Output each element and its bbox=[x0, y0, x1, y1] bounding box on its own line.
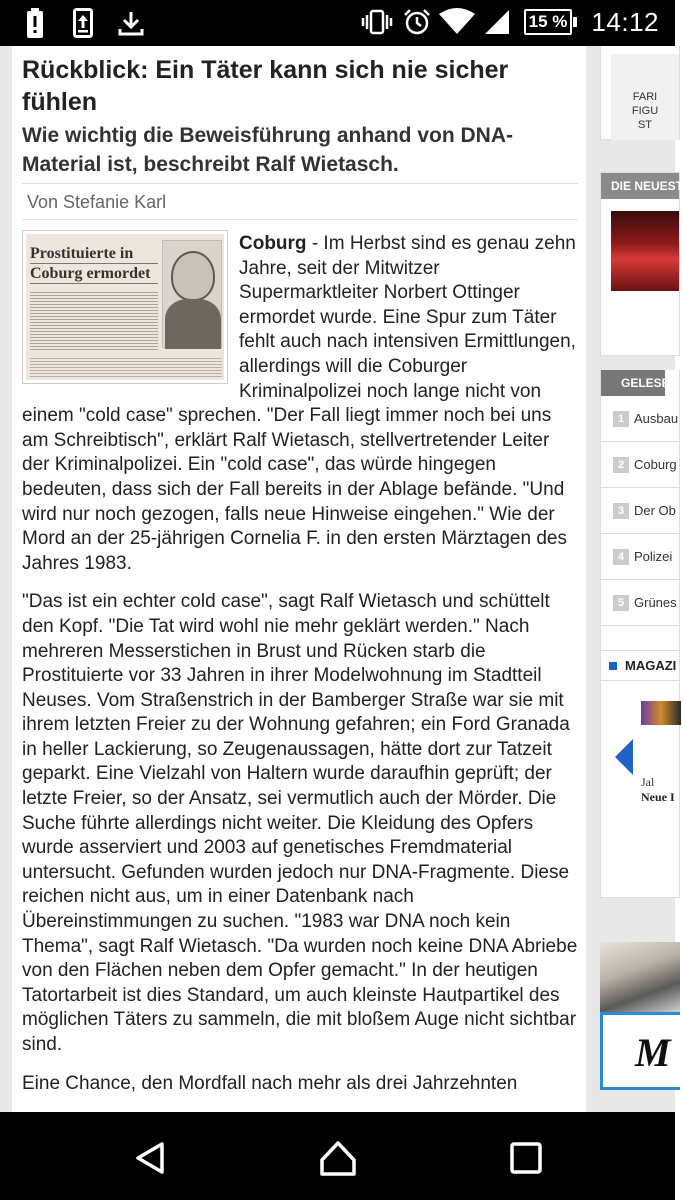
clipping-headline-line-1: Prostituierte in bbox=[30, 244, 158, 264]
magazin-header bbox=[601, 651, 679, 681]
ad-text-line-2: FIGU bbox=[631, 105, 659, 117]
ad-text-line-1: FARI bbox=[632, 91, 658, 103]
gelesen-item-number: 4 bbox=[613, 549, 629, 565]
gelesen-item-label: Ausbau bbox=[634, 411, 679, 426]
article-paragraph-2: "Das ist ein echter cold case", sagt Ralf Wietasch und schüttelt den Kopf. "Die Tat wird wohl nie mehr geklärt werden." Nach mehreren Messerstichen in Brust und Rücken starb die Prostituierte vor 33 Jahren in ihrer Modelwohnung im Stadtteil Neuses. Vom Straßenstrich in der Bamberger Straße war sie mit ihrem letzten Freier zu der Wohnung gefahren; ein Ford Granada in heller Lackierung, so Zeugenaussagen, hätte dort zur Tatzeit geparkt. Eine Vielzahl von Haltern wurde daraufhin geprüft; der letzte Freier, so der Ansatz, sei vermutlich auch der Mörder. Die Suche führte allerdings nicht weiter. Die Kleidung des Opfers wurde asserviert und 2003 auf genetisches Fremdmaterial untersucht. Gefunden wurden jedoch nur DNA-Fragmente. Diese reichen nicht aus, um in einer Datenbank nach Übereinstimmungen zu suchen. "1983 war DNA noch kein Thema", sagt Ralf Wietasch. "Da wurden noch keine DNA Abriebe von den Flächen neben dem Opfer gemacht." In der heutigen Tatortarbeit ist dies Standard, um auch kleinste Hautpartikel des möglichen Täters zu sammeln, die mit bloßem Auge nicht sichtbar sind. bbox=[22, 591, 578, 1055]
sidebar-neueste bbox=[600, 172, 683, 356]
gelesen-item-number: 2 bbox=[613, 457, 629, 473]
gelesen-item[interactable] bbox=[601, 488, 679, 534]
ad-text-line-3: ST bbox=[637, 119, 653, 131]
sidebar-bottom-teaser[interactable] bbox=[600, 942, 680, 1092]
clipping-text-block bbox=[30, 290, 158, 350]
signal-icon bbox=[484, 6, 510, 38]
upload-phone-icon bbox=[70, 7, 96, 39]
battery-tip bbox=[573, 17, 577, 27]
magazin-cover[interactable] bbox=[641, 701, 681, 841]
gelesen-item[interactable] bbox=[601, 534, 679, 580]
article-place: Coburg bbox=[239, 233, 307, 254]
gelesen-item[interactable] bbox=[601, 580, 679, 626]
sidebar-magazin bbox=[600, 650, 680, 898]
back-icon[interactable] bbox=[128, 1136, 172, 1180]
gelesen-item-number: 1 bbox=[613, 411, 629, 427]
magazin-carousel[interactable] bbox=[601, 681, 679, 881]
teaser-logo-letter: M bbox=[635, 1030, 671, 1075]
download-icon bbox=[118, 7, 144, 39]
gelesen-item-number: 3 bbox=[613, 503, 629, 519]
article-paragraph-3: Eine Chance, den Mordfall nach mehr als drei Jahrzehnten bbox=[22, 1072, 518, 1094]
navigation-bar bbox=[0, 1112, 675, 1200]
clipping-headline-line-2: Coburg ermordet bbox=[30, 264, 158, 284]
neueste-header: DIE NEUEST bbox=[601, 173, 679, 199]
magazin-cover-text-2: Neue I bbox=[641, 790, 675, 804]
clock: 14:12 bbox=[591, 6, 659, 37]
clipping-portrait bbox=[162, 240, 222, 348]
article-paragraph-1-text: - Im Herbst sind es genau zehn Jahre, seit der Mitwitzer Supermarktleiter Norbert Ottinger ermordet wurde. Eine Spur zum Täter fehlt auch nach intensiven Ermittlungen, allerdings will die Coburger Kriminalpolizei noch lange nicht von einem "cold case" sprechen. "Der Fall liegt immer noch bei uns am Schreibtisch", erklärt Ralf Wietasch, stellvertretender Leiter der Kriminalpolizei. Ein "cold case", das würde hingegen bedeuten, dass sich der Fall bereits in der Ablage befände. "Und wird nur noch gezogen, falls neue Hinweise eingehen." Wie der Mord an der 25-jährigen Cornelia F. in den ersten Märztagen des Jahres 1983. bbox=[22, 233, 576, 574]
gelesen-item-label: Grünes bbox=[634, 595, 677, 610]
vibrate-icon bbox=[364, 6, 390, 38]
home-icon[interactable] bbox=[316, 1136, 360, 1180]
alarm-icon bbox=[404, 6, 430, 38]
gelesen-item-label: Coburg bbox=[634, 457, 677, 472]
article-paragraph-1 bbox=[22, 232, 578, 576]
magazin-title: MAGAZI bbox=[625, 658, 677, 673]
teaser-photo bbox=[600, 942, 680, 1012]
gelesen-item[interactable] bbox=[601, 442, 679, 488]
article-subheadline: Wie wichtig die Beweisführung anhand von DNA-Material ist, beschreibt Ralf Wietasch. bbox=[22, 121, 578, 184]
gelesen-item-number: 5 bbox=[613, 595, 629, 611]
gelesen-header[interactable]: GELESEN bbox=[601, 370, 665, 396]
article bbox=[12, 46, 586, 1112]
magazin-dot-icon bbox=[609, 662, 617, 670]
sidebar-ad[interactable] bbox=[600, 46, 680, 140]
magazin-cover-top bbox=[641, 701, 681, 725]
clipping-text-columns bbox=[30, 356, 222, 378]
gelesen-item-label: Der Ob bbox=[634, 503, 676, 518]
teaser-logo-box bbox=[600, 1012, 680, 1090]
magazin-cover-text-1: Jal bbox=[641, 775, 655, 789]
article-headline: Rückblick: Ein Täter kann sich nie sicher fühlen bbox=[22, 56, 509, 116]
gelesen-item-label: Polizei bbox=[634, 549, 673, 564]
battery-indicator bbox=[524, 9, 578, 35]
neueste-image[interactable] bbox=[611, 211, 679, 291]
sidebar-gelesen bbox=[600, 370, 680, 660]
sidebar bbox=[600, 46, 683, 1112]
newspaper-clipping bbox=[26, 234, 224, 380]
gelesen-item[interactable] bbox=[601, 396, 679, 442]
article-image[interactable] bbox=[22, 230, 228, 384]
ad-content bbox=[611, 54, 679, 140]
wifi-icon bbox=[444, 6, 470, 38]
battery-alert-icon bbox=[22, 7, 48, 39]
status-bar bbox=[0, 0, 675, 46]
carousel-prev-icon[interactable] bbox=[613, 737, 635, 782]
article-author: Von Stefanie Karl bbox=[22, 192, 578, 220]
clipping-headline bbox=[30, 244, 158, 284]
battery-percent: 15 % bbox=[524, 9, 573, 35]
recent-apps-icon[interactable] bbox=[504, 1136, 548, 1180]
